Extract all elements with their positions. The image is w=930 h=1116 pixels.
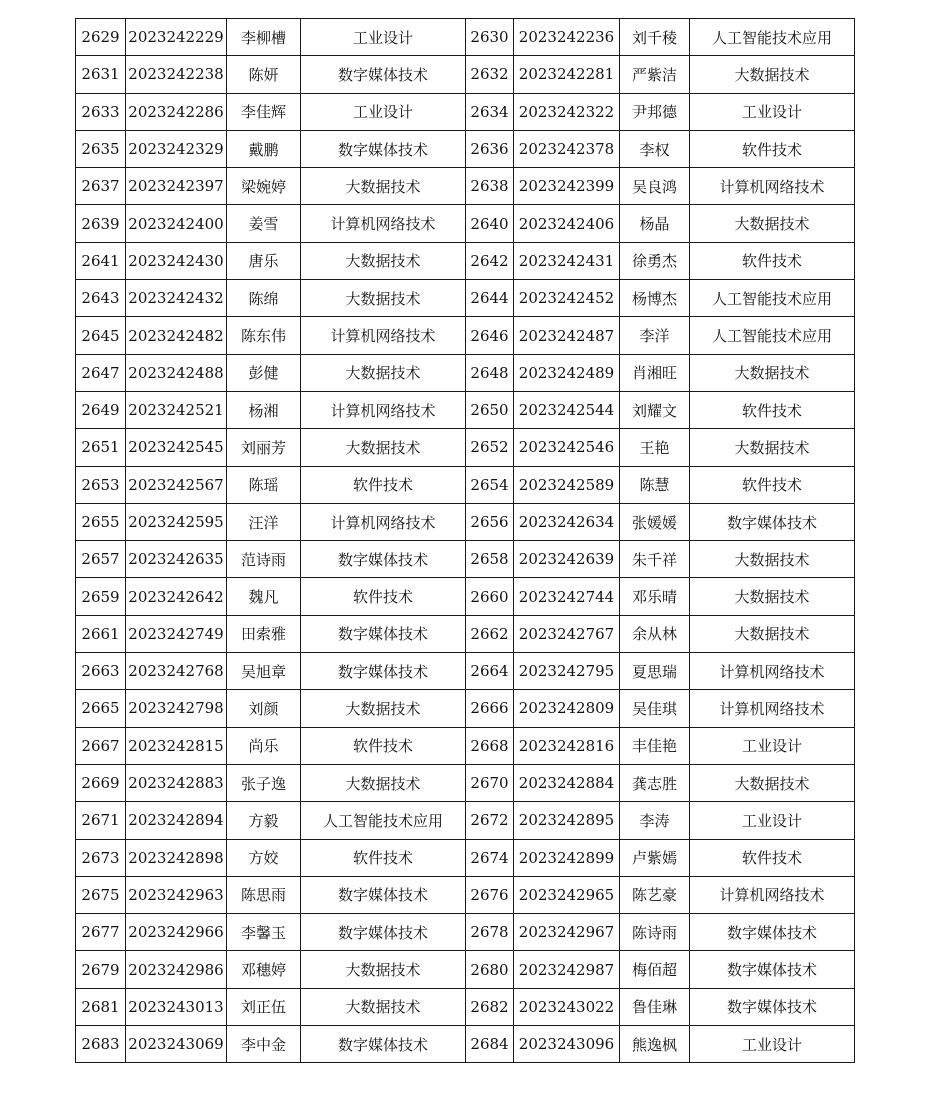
left-student-id-cell: 2023242966 <box>126 914 227 951</box>
left-student-id-cell: 2023242488 <box>126 354 227 391</box>
right-student-id-cell: 2023242884 <box>514 764 620 801</box>
right-major-cell: 数字媒体技术 <box>690 914 855 951</box>
left-student-name-cell: 汪洋 <box>227 503 301 540</box>
right-student-name-cell: 李权 <box>620 130 690 167</box>
right-student-name-cell: 邓乐晴 <box>620 578 690 615</box>
table-row <box>76 690 855 727</box>
right-seq-no-cell: 2644 <box>466 280 514 317</box>
left-student-id-cell: 2023242430 <box>126 242 227 279</box>
right-student-id-cell: 2023242322 <box>514 93 620 130</box>
right-student-name-cell: 王艳 <box>620 429 690 466</box>
right-seq-no-cell: 2652 <box>466 429 514 466</box>
left-major-cell: 软件技术 <box>301 466 466 503</box>
left-seq-no-cell: 2659 <box>76 578 126 615</box>
left-major-cell: 数字媒体技术 <box>301 541 466 578</box>
right-student-id-cell: 2023242634 <box>514 503 620 540</box>
left-seq-no-cell: 2639 <box>76 205 126 242</box>
right-seq-no-cell: 2630 <box>466 19 514 56</box>
right-major-cell: 软件技术 <box>690 466 855 503</box>
left-student-id-cell: 2023242894 <box>126 802 227 839</box>
left-student-id-cell: 2023242567 <box>126 466 227 503</box>
right-major-cell: 软件技术 <box>690 130 855 167</box>
table-row <box>76 93 855 130</box>
left-seq-no-cell: 2681 <box>76 988 126 1025</box>
table-row <box>76 205 855 242</box>
right-major-cell: 计算机网络技术 <box>690 690 855 727</box>
left-student-name-cell: 戴鹏 <box>227 130 301 167</box>
left-major-cell: 计算机网络技术 <box>301 391 466 428</box>
left-major-cell: 工业设计 <box>301 93 466 130</box>
right-seq-no-cell: 2664 <box>466 653 514 690</box>
left-major-cell: 大数据技术 <box>301 168 466 205</box>
right-student-name-cell: 刘耀文 <box>620 391 690 428</box>
right-major-cell: 大数据技术 <box>690 541 855 578</box>
right-seq-no-cell: 2682 <box>466 988 514 1025</box>
right-major-cell: 数字媒体技术 <box>690 951 855 988</box>
left-student-id-cell: 2023242768 <box>126 653 227 690</box>
right-student-id-cell: 2023242809 <box>514 690 620 727</box>
right-seq-no-cell: 2642 <box>466 242 514 279</box>
right-student-id-cell: 2023242406 <box>514 205 620 242</box>
left-seq-no-cell: 2665 <box>76 690 126 727</box>
left-seq-no-cell: 2677 <box>76 914 126 951</box>
right-seq-no-cell: 2638 <box>466 168 514 205</box>
right-student-name-cell: 鲁佳琳 <box>620 988 690 1025</box>
right-student-name-cell: 陈诗雨 <box>620 914 690 951</box>
left-seq-no-cell: 2655 <box>76 503 126 540</box>
left-student-id-cell: 2023242432 <box>126 280 227 317</box>
left-student-id-cell: 2023242815 <box>126 727 227 764</box>
right-student-id-cell: 2023242281 <box>514 56 620 93</box>
left-major-cell: 软件技术 <box>301 839 466 876</box>
left-seq-no-cell: 2667 <box>76 727 126 764</box>
table-row <box>76 391 855 428</box>
left-student-id-cell: 2023242229 <box>126 19 227 56</box>
table-row <box>76 541 855 578</box>
right-major-cell: 大数据技术 <box>690 354 855 391</box>
right-student-name-cell: 杨博杰 <box>620 280 690 317</box>
right-major-cell: 大数据技术 <box>690 205 855 242</box>
left-student-name-cell: 陈绵 <box>227 280 301 317</box>
left-major-cell: 软件技术 <box>301 727 466 764</box>
right-seq-no-cell: 2668 <box>466 727 514 764</box>
left-major-cell: 计算机网络技术 <box>301 205 466 242</box>
right-major-cell: 大数据技术 <box>690 56 855 93</box>
right-seq-no-cell: 2674 <box>466 839 514 876</box>
right-seq-no-cell: 2648 <box>466 354 514 391</box>
table-row <box>76 280 855 317</box>
right-student-id-cell: 2023242399 <box>514 168 620 205</box>
right-student-id-cell: 2023242899 <box>514 839 620 876</box>
left-student-name-cell: 刘正伍 <box>227 988 301 1025</box>
right-student-name-cell: 陈慧 <box>620 466 690 503</box>
right-major-cell: 数字媒体技术 <box>690 503 855 540</box>
left-seq-no-cell: 2683 <box>76 1026 126 1063</box>
left-seq-no-cell: 2661 <box>76 615 126 652</box>
right-student-id-cell: 2023242378 <box>514 130 620 167</box>
right-major-cell: 软件技术 <box>690 839 855 876</box>
left-major-cell: 大数据技术 <box>301 988 466 1025</box>
left-student-name-cell: 姜雪 <box>227 205 301 242</box>
right-student-name-cell: 张媛媛 <box>620 503 690 540</box>
left-major-cell: 大数据技术 <box>301 280 466 317</box>
right-seq-no-cell: 2684 <box>466 1026 514 1063</box>
left-student-id-cell: 2023242397 <box>126 168 227 205</box>
roster-body <box>76 19 855 1063</box>
right-major-cell: 计算机网络技术 <box>690 653 855 690</box>
right-student-name-cell: 吴良鸿 <box>620 168 690 205</box>
right-major-cell: 软件技术 <box>690 391 855 428</box>
left-student-name-cell: 范诗雨 <box>227 541 301 578</box>
left-student-name-cell: 方毅 <box>227 802 301 839</box>
table-row <box>76 653 855 690</box>
left-student-id-cell: 2023242482 <box>126 317 227 354</box>
table-row <box>76 914 855 951</box>
table-row <box>76 168 855 205</box>
table-row <box>76 839 855 876</box>
left-student-name-cell: 刘丽芳 <box>227 429 301 466</box>
table-row <box>76 876 855 913</box>
left-student-name-cell: 梁婉婷 <box>227 168 301 205</box>
table-row <box>76 503 855 540</box>
right-student-name-cell: 刘千稜 <box>620 19 690 56</box>
left-student-name-cell: 陈妍 <box>227 56 301 93</box>
table-row <box>76 130 855 167</box>
table-row <box>76 354 855 391</box>
right-seq-no-cell: 2636 <box>466 130 514 167</box>
left-major-cell: 大数据技术 <box>301 690 466 727</box>
right-seq-no-cell: 2678 <box>466 914 514 951</box>
right-major-cell: 人工智能技术应用 <box>690 19 855 56</box>
right-major-cell: 人工智能技术应用 <box>690 280 855 317</box>
left-major-cell: 计算机网络技术 <box>301 317 466 354</box>
table-row <box>76 988 855 1025</box>
left-student-id-cell: 2023242798 <box>126 690 227 727</box>
left-student-id-cell: 2023242642 <box>126 578 227 615</box>
left-student-id-cell: 2023242749 <box>126 615 227 652</box>
left-seq-no-cell: 2651 <box>76 429 126 466</box>
left-student-id-cell: 2023242521 <box>126 391 227 428</box>
right-student-id-cell: 2023242489 <box>514 354 620 391</box>
right-student-name-cell: 尹邦德 <box>620 93 690 130</box>
right-student-name-cell: 卢紫嫣 <box>620 839 690 876</box>
right-student-id-cell: 2023242487 <box>514 317 620 354</box>
right-student-id-cell: 2023242236 <box>514 19 620 56</box>
left-major-cell: 大数据技术 <box>301 242 466 279</box>
left-student-name-cell: 尚乐 <box>227 727 301 764</box>
right-major-cell: 软件技术 <box>690 242 855 279</box>
right-student-id-cell: 2023242589 <box>514 466 620 503</box>
left-student-id-cell: 2023242635 <box>126 541 227 578</box>
left-seq-no-cell: 2671 <box>76 802 126 839</box>
left-student-name-cell: 陈东伟 <box>227 317 301 354</box>
left-seq-no-cell: 2653 <box>76 466 126 503</box>
right-student-id-cell: 2023242431 <box>514 242 620 279</box>
right-student-id-cell: 2023243022 <box>514 988 620 1025</box>
left-seq-no-cell: 2679 <box>76 951 126 988</box>
right-student-id-cell: 2023242544 <box>514 391 620 428</box>
right-seq-no-cell: 2632 <box>466 56 514 93</box>
left-seq-no-cell: 2629 <box>76 19 126 56</box>
right-student-name-cell: 吴佳琪 <box>620 690 690 727</box>
left-seq-no-cell: 2673 <box>76 839 126 876</box>
left-student-id-cell: 2023242238 <box>126 56 227 93</box>
left-student-name-cell: 张子逸 <box>227 764 301 801</box>
left-student-id-cell: 2023242595 <box>126 503 227 540</box>
right-student-name-cell: 李涛 <box>620 802 690 839</box>
right-major-cell: 计算机网络技术 <box>690 168 855 205</box>
left-seq-no-cell: 2633 <box>76 93 126 130</box>
left-seq-no-cell: 2643 <box>76 280 126 317</box>
left-seq-no-cell: 2657 <box>76 541 126 578</box>
left-major-cell: 大数据技术 <box>301 951 466 988</box>
right-seq-no-cell: 2662 <box>466 615 514 652</box>
table-row <box>76 764 855 801</box>
right-major-cell: 大数据技术 <box>690 578 855 615</box>
left-seq-no-cell: 2675 <box>76 876 126 913</box>
right-seq-no-cell: 2646 <box>466 317 514 354</box>
right-student-id-cell: 2023242546 <box>514 429 620 466</box>
right-major-cell: 大数据技术 <box>690 764 855 801</box>
left-student-id-cell: 2023242286 <box>126 93 227 130</box>
table-row <box>76 578 855 615</box>
table-row <box>76 56 855 93</box>
right-student-id-cell: 2023242816 <box>514 727 620 764</box>
left-major-cell: 工业设计 <box>301 19 466 56</box>
right-major-cell: 工业设计 <box>690 1026 855 1063</box>
right-student-name-cell: 丰佳艳 <box>620 727 690 764</box>
left-student-name-cell: 李馨玉 <box>227 914 301 951</box>
table-row <box>76 727 855 764</box>
student-roster-table <box>75 18 855 1063</box>
right-student-name-cell: 夏思瑞 <box>620 653 690 690</box>
right-student-id-cell: 2023242987 <box>514 951 620 988</box>
left-major-cell: 大数据技术 <box>301 764 466 801</box>
left-student-name-cell: 陈瑶 <box>227 466 301 503</box>
left-student-name-cell: 李中金 <box>227 1026 301 1063</box>
right-student-id-cell: 2023242795 <box>514 653 620 690</box>
left-student-name-cell: 彭健 <box>227 354 301 391</box>
right-seq-no-cell: 2634 <box>466 93 514 130</box>
right-seq-no-cell: 2656 <box>466 503 514 540</box>
right-major-cell: 数字媒体技术 <box>690 988 855 1025</box>
right-seq-no-cell: 2672 <box>466 802 514 839</box>
right-student-name-cell: 龚志胜 <box>620 764 690 801</box>
right-student-name-cell: 熊逸枫 <box>620 1026 690 1063</box>
table-row <box>76 802 855 839</box>
left-seq-no-cell: 2641 <box>76 242 126 279</box>
left-student-id-cell: 2023242883 <box>126 764 227 801</box>
left-student-id-cell: 2023242545 <box>126 429 227 466</box>
left-student-id-cell: 2023242986 <box>126 951 227 988</box>
left-student-id-cell: 2023242400 <box>126 205 227 242</box>
table-row <box>76 242 855 279</box>
left-major-cell: 数字媒体技术 <box>301 56 466 93</box>
left-student-name-cell: 李柳槽 <box>227 19 301 56</box>
table-row <box>76 466 855 503</box>
right-student-id-cell: 2023242744 <box>514 578 620 615</box>
right-major-cell: 工业设计 <box>690 727 855 764</box>
right-seq-no-cell: 2676 <box>466 876 514 913</box>
left-seq-no-cell: 2635 <box>76 130 126 167</box>
right-seq-no-cell: 2650 <box>466 391 514 428</box>
left-major-cell: 数字媒体技术 <box>301 914 466 951</box>
left-student-id-cell: 2023243069 <box>126 1026 227 1063</box>
right-student-id-cell: 2023242639 <box>514 541 620 578</box>
right-seq-no-cell: 2666 <box>466 690 514 727</box>
left-seq-no-cell: 2649 <box>76 391 126 428</box>
left-student-name-cell: 邓穗婷 <box>227 951 301 988</box>
table-row <box>76 951 855 988</box>
right-student-name-cell: 余从林 <box>620 615 690 652</box>
table-row <box>76 1026 855 1063</box>
right-student-name-cell: 杨晶 <box>620 205 690 242</box>
left-major-cell: 数字媒体技术 <box>301 876 466 913</box>
left-student-name-cell: 李佳辉 <box>227 93 301 130</box>
right-seq-no-cell: 2654 <box>466 466 514 503</box>
right-student-name-cell: 徐勇杰 <box>620 242 690 279</box>
left-student-id-cell: 2023242898 <box>126 839 227 876</box>
left-seq-no-cell: 2637 <box>76 168 126 205</box>
left-student-name-cell: 魏凡 <box>227 578 301 615</box>
table-row <box>76 317 855 354</box>
right-seq-no-cell: 2680 <box>466 951 514 988</box>
right-major-cell: 人工智能技术应用 <box>690 317 855 354</box>
right-major-cell: 计算机网络技术 <box>690 876 855 913</box>
right-student-id-cell: 2023242767 <box>514 615 620 652</box>
left-major-cell: 计算机网络技术 <box>301 503 466 540</box>
left-major-cell: 人工智能技术应用 <box>301 802 466 839</box>
right-major-cell: 工业设计 <box>690 93 855 130</box>
left-student-id-cell: 2023243013 <box>126 988 227 1025</box>
left-student-name-cell: 唐乐 <box>227 242 301 279</box>
left-student-name-cell: 杨湘 <box>227 391 301 428</box>
right-major-cell: 大数据技术 <box>690 615 855 652</box>
left-seq-no-cell: 2631 <box>76 56 126 93</box>
right-student-id-cell: 2023242895 <box>514 802 620 839</box>
right-student-name-cell: 朱千祥 <box>620 541 690 578</box>
left-student-name-cell: 陈思雨 <box>227 876 301 913</box>
left-major-cell: 数字媒体技术 <box>301 130 466 167</box>
left-major-cell: 软件技术 <box>301 578 466 615</box>
left-major-cell: 数字媒体技术 <box>301 653 466 690</box>
left-major-cell: 大数据技术 <box>301 429 466 466</box>
left-student-name-cell: 方姣 <box>227 839 301 876</box>
left-seq-no-cell: 2669 <box>76 764 126 801</box>
right-seq-no-cell: 2670 <box>466 764 514 801</box>
left-student-id-cell: 2023242329 <box>126 130 227 167</box>
right-seq-no-cell: 2640 <box>466 205 514 242</box>
right-seq-no-cell: 2660 <box>466 578 514 615</box>
left-major-cell: 数字媒体技术 <box>301 615 466 652</box>
left-student-name-cell: 吴旭章 <box>227 653 301 690</box>
right-student-id-cell: 2023242967 <box>514 914 620 951</box>
table-row <box>76 429 855 466</box>
right-student-id-cell: 2023242965 <box>514 876 620 913</box>
right-student-name-cell: 李洋 <box>620 317 690 354</box>
right-student-name-cell: 肖湘旺 <box>620 354 690 391</box>
left-major-cell: 大数据技术 <box>301 354 466 391</box>
right-major-cell: 工业设计 <box>690 802 855 839</box>
right-major-cell: 大数据技术 <box>690 429 855 466</box>
right-seq-no-cell: 2658 <box>466 541 514 578</box>
left-seq-no-cell: 2645 <box>76 317 126 354</box>
right-student-name-cell: 梅佰超 <box>620 951 690 988</box>
right-student-name-cell: 陈艺豪 <box>620 876 690 913</box>
table-row <box>76 615 855 652</box>
left-student-name-cell: 田索雅 <box>227 615 301 652</box>
table-row <box>76 19 855 56</box>
left-seq-no-cell: 2647 <box>76 354 126 391</box>
right-student-name-cell: 严紫洁 <box>620 56 690 93</box>
left-major-cell: 数字媒体技术 <box>301 1026 466 1063</box>
right-student-id-cell: 2023243096 <box>514 1026 620 1063</box>
left-student-id-cell: 2023242963 <box>126 876 227 913</box>
left-seq-no-cell: 2663 <box>76 653 126 690</box>
right-student-id-cell: 2023242452 <box>514 280 620 317</box>
left-student-name-cell: 刘颜 <box>227 690 301 727</box>
